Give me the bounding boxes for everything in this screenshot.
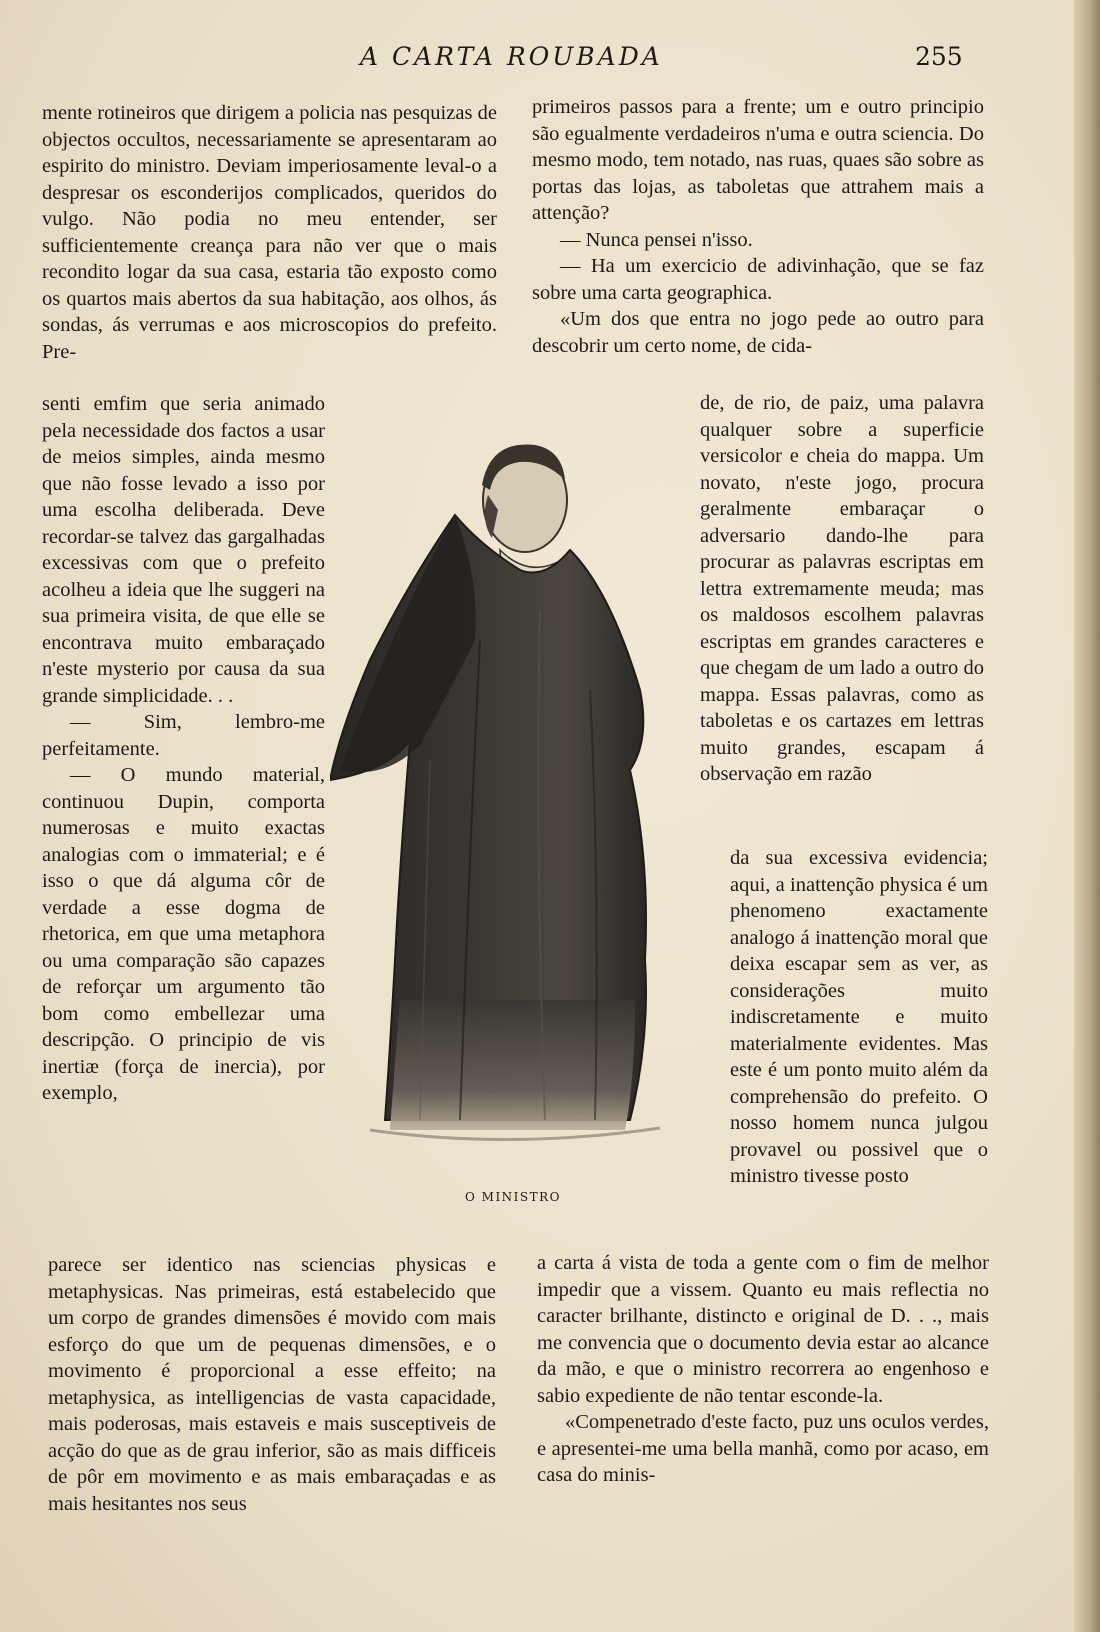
left-column-middle	[42, 391, 325, 1107]
right-column-top	[532, 94, 984, 359]
figure-caption: O MINISTRO	[465, 1190, 562, 1204]
right-column-middle-lower	[730, 845, 988, 1190]
paragraph: de, de rio, de paiz, uma palavra qualquer sobre a superficie versicolor e cheia do mappa. Um novato, n'este jogo, procura geralmente embaraçar o adversario dando-lhe para procurar as palavras escriptas em lettra extremamente meuda; mas os maldosos escolhem palavras escriptas em grandes caracteres e que chegam de um lado a outro do mappa. Essas palavras, como as taboletas e os cartazes em lettras muito grandes, escapam á observação em razão	[700, 392, 984, 785]
left-column-bottom	[48, 1252, 496, 1517]
page-number: 255	[915, 42, 963, 71]
paragraph: «Um dos que entra no jogo pede ao outro para descobrir um certo nome, de cida-	[532, 308, 984, 357]
paragraph: da sua excessiva evidencia; aqui, a inattenção physica é um phenomeno exactamente analogo á inattenção moral que deixa escapar sem as ver, as considerações muito indiscretamente e muito materialmente evidentes. Mas este é um ponto muito além da comprehensão do prefeito. O nosso homem nunca julgou provavel ou possivel que o ministro tivesse posto	[730, 847, 988, 1187]
paragraph: parece ser identico nas sciencias physicas e metaphysicas. Nas primeiras, está estabelecido que um corpo de grandes dimensões é movido com mais esforço do que um de pequenas dimensões, e o movimento é proporcional a esse effeito; na metaphysica, as intelligencias de vasta capacidade, mais poderosas, mais estaveis e mais susceptiveis de acção do que as de grau inferior, são as mais difficeis de pôr em movimento e as mais embaraçadas e as mais hesitantes nos seus	[48, 1254, 496, 1515]
paragraph: senti emfim que seria animado pela necessidade dos factos a usar de meios simples, ainda mesmo que não fosse levado a isso por uma escolha deliberada. Deve recordar-se talvez das gargalhadas excessivas com que o prefeito acolheu a ideia que lhe suggeri na sua primeira visita, de que elle se encontrava muito embaraçado n'este mysterio por causa da sua grande simplicidade. . .	[42, 393, 325, 707]
right-column-middle	[700, 390, 984, 788]
paragraph: a carta á vista de toda a gente com o fim de melhor impedir que a vissem. Quanto eu mais reflectia no caracter brilhante, distincto e original de D. . ., mais me convencia que o documento devia estar ao alcance da mão, e que o ministro recorrera ao engenhoso e sabio expediente de não tentar esconde-la.	[537, 1252, 989, 1407]
minister-figure-icon	[330, 440, 698, 1170]
left-column-top	[42, 100, 497, 365]
right-column-bottom	[537, 1250, 989, 1489]
running-title: A CARTA ROUBADA	[360, 42, 663, 71]
paragraph: primeiros passos para a frente; um e outro principio são egualmente verdadeiros n'uma e outra sciencia. Do mesmo modo, tem notado, nas ruas, quaes são sobre as portas das lojas, as taboletas que attrahem mais a attenção?	[532, 96, 984, 224]
paragraph-dialogue: — Ha um exercicio de adivinhação, que se faz sobre uma carta geographica.	[532, 255, 984, 304]
page-header	[0, 38, 1100, 78]
paragraph: — O mundo material, continuou Dupin, comporta numerosas e muito exactas analogias com o immaterial; e é isso o que dá alguma côr de verdade a esse dogma de rhetorica, em que uma metaphora ou uma comparação são capazes de reforçar um argumento tão bom como embellezar uma descripção. O principio de vis inertiæ (força de inercia), por exemplo,	[42, 764, 325, 1104]
paragraph: mente rotineiros que dirigem a policia nas pesquizas de objectos occultos, necessariamente se apresentaram ao espirito do ministro. Deviam imperiosamente leval-o a despresar os esconderijos complicados, queridos do vulgo. Não podia no meu entender, ser sufficientemente creança para não ver que o mais recondito logar da sua casa, estaria tão exposto como os quartos mais abertos da sua habitação, aos olhos, ás sondas, ás verrumas e aos microscopios do prefeito. Pre-	[42, 102, 497, 363]
illustration-minister	[330, 440, 698, 1170]
paragraph-dialogue: — Nunca pensei n'isso.	[560, 228, 753, 251]
paragraph: «Compenetrado d'este facto, puz uns oculos verdes, e apresentei-me uma bella manhã, como por acaso, em casa do minis-	[537, 1411, 989, 1486]
paragraph-dialogue: — Sim, lembro-me perfeitamente.	[42, 711, 325, 760]
book-spine-edge	[1074, 0, 1100, 1632]
